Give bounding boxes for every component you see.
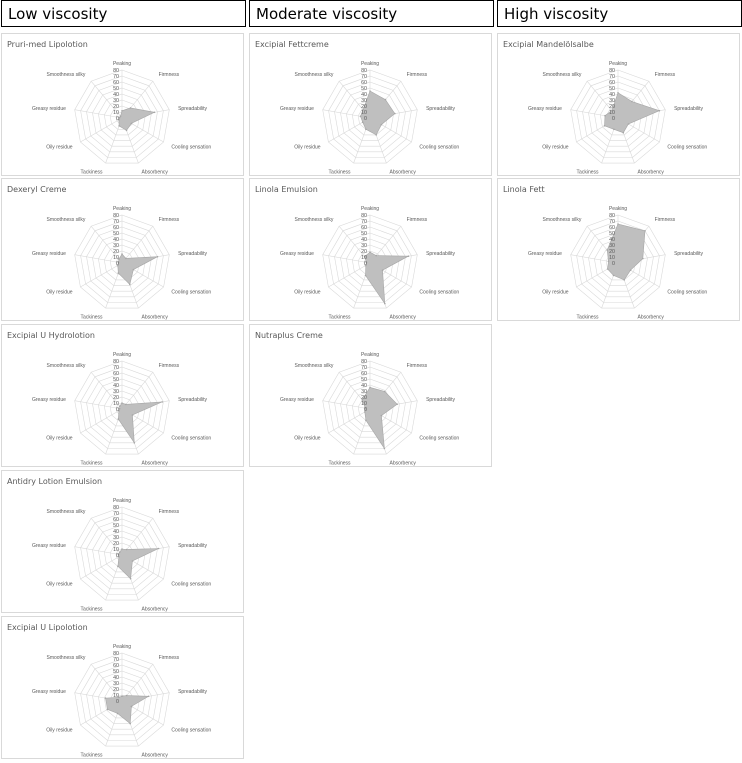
axis-label: Peaking [360, 352, 380, 358]
data-point [131, 123, 133, 125]
data-area [362, 387, 397, 448]
tick-label: 50 [113, 376, 119, 383]
data-point [606, 249, 608, 251]
axis-label: Cooling sensation [667, 289, 708, 296]
tick-label: 60 [113, 370, 119, 377]
axis-label: Tackiness [80, 460, 103, 467]
data-point [630, 269, 632, 271]
tick-label: 10 [113, 254, 119, 261]
data-point [382, 269, 384, 271]
axis-label: Cooling sensation [419, 289, 460, 296]
tick-label: 20 [113, 103, 119, 110]
data-point [133, 269, 135, 271]
axis-label: Oily residue [294, 435, 321, 442]
data-point [369, 90, 371, 92]
tick-label: 50 [361, 376, 367, 383]
tick-label: 80 [361, 67, 367, 74]
axis-label: Cooling sensation [171, 144, 212, 151]
data-area [118, 549, 159, 579]
data-point [148, 696, 150, 698]
axis-label: Absorbency [141, 169, 168, 176]
tick-label: 40 [609, 91, 615, 98]
chart-panel [249, 324, 492, 467]
tick-label: 70 [609, 73, 615, 80]
data-point [129, 723, 131, 725]
tick-label: 60 [361, 370, 367, 377]
axis-label: Spreadability [426, 105, 456, 112]
data-point [132, 414, 134, 416]
tick-label: 60 [609, 79, 615, 86]
chart-panel [497, 33, 740, 176]
axis-label: Absorbency [141, 606, 168, 613]
radar-chart [498, 179, 739, 320]
chart-panel [249, 178, 492, 321]
radar-chart [250, 34, 491, 175]
data-point [117, 713, 119, 715]
chart-panel [1, 616, 244, 759]
axis-label: Tackiness [80, 752, 103, 759]
data-point [642, 258, 644, 260]
axis-label: Firmness [158, 509, 180, 516]
chart-panel [1, 33, 244, 176]
radar-chart [250, 325, 491, 466]
axis-label: Tackiness [328, 314, 351, 321]
tick-label: 60 [113, 516, 119, 523]
axis-label: Peaking [112, 61, 132, 67]
axis-label: Tackiness [80, 314, 103, 321]
data-point [121, 695, 123, 697]
tick-label: 70 [609, 218, 615, 225]
axis-label: Spreadability [178, 542, 208, 549]
axis-label: Oily residue [46, 581, 73, 588]
axis-label: Peaking [608, 206, 628, 212]
data-point [126, 130, 128, 132]
tick-label: 20 [361, 394, 367, 401]
data-point [384, 448, 386, 450]
tick-label: 80 [113, 358, 119, 365]
tick-label: 50 [113, 522, 119, 529]
axis-label: Greasy residue [527, 105, 562, 112]
axis-label: Absorbency [141, 314, 168, 321]
data-point [118, 418, 120, 420]
data-point [161, 401, 163, 403]
axis-label: Firmness [406, 72, 428, 79]
data-point [384, 303, 386, 305]
data-point [369, 251, 371, 253]
tick-label: 30 [361, 242, 367, 249]
data-point [607, 268, 609, 270]
chart-title: Excipial U Lipolotion [7, 623, 88, 632]
axis-label: Absorbency [141, 460, 168, 467]
tick-label: 80 [113, 212, 119, 219]
tick-label: 30 [113, 97, 119, 104]
axis-label: Smoothness silky [46, 509, 86, 516]
chart-title: Excipial U Hydrolotion [7, 331, 95, 340]
tick-label: 40 [113, 674, 119, 681]
data-point [121, 402, 123, 404]
tick-label: 40 [361, 382, 367, 389]
axis-label: Greasy residue [31, 396, 66, 403]
data-point [617, 92, 619, 94]
tick-label: 0 [116, 406, 119, 413]
tick-label: 30 [113, 534, 119, 541]
tick-label: 70 [113, 218, 119, 225]
chart-title: Dexeryl Creme [7, 185, 67, 194]
axis-label: Smoothness silky [46, 363, 86, 370]
tick-label: 10 [113, 546, 119, 553]
axis-label: Absorbency [389, 169, 416, 176]
tick-label: 70 [113, 73, 119, 80]
axis-label: Firmness [158, 363, 180, 370]
axis-label: Smoothness silky [294, 72, 334, 79]
tick-label: 20 [113, 394, 119, 401]
data-point [604, 125, 606, 127]
axis-label: Firmness [158, 72, 180, 79]
tick-label: 60 [113, 662, 119, 669]
tick-label: 40 [113, 91, 119, 98]
tick-label: 0 [364, 406, 367, 413]
tick-label: 80 [361, 212, 367, 219]
tick-label: 80 [609, 212, 615, 219]
data-point [365, 129, 367, 131]
tick-label: 50 [609, 230, 615, 237]
tick-label: 10 [113, 109, 119, 116]
axis-label: Greasy residue [279, 396, 314, 403]
axis-label: Greasy residue [31, 250, 66, 257]
radar-chart [2, 617, 243, 758]
tick-label: 70 [361, 364, 367, 371]
tick-label: 10 [113, 692, 119, 699]
header-low-viscosity: Low viscosity [1, 0, 246, 27]
axis-label: Oily residue [294, 289, 321, 296]
axis-label: Spreadability [426, 250, 456, 257]
tick-label: 60 [361, 224, 367, 231]
axis-label: Cooling sensation [419, 144, 460, 151]
data-point [105, 697, 107, 699]
axis-label: Absorbency [637, 169, 664, 176]
axis-label: Spreadability [178, 688, 208, 695]
chart-title: Antidry Lotion Emulsion [7, 477, 103, 486]
chart-title: Linola Fett [503, 185, 545, 194]
axis-label: Cooling sensation [171, 289, 212, 296]
axis-label: Oily residue [46, 727, 73, 734]
chart-title: Linola Emulsion [255, 185, 318, 194]
axis-label: Absorbency [637, 314, 664, 321]
data-point [130, 578, 132, 580]
axis-label: Peaking [112, 206, 132, 212]
data-point [119, 551, 121, 553]
tick-label: 80 [361, 358, 367, 365]
chart-title: Excipial Fettcreme [255, 40, 329, 49]
radar-chart [2, 34, 243, 175]
tick-label: 0 [364, 115, 367, 122]
tick-label: 30 [113, 242, 119, 249]
axis-label: Firmness [158, 655, 180, 662]
data-point [154, 112, 156, 114]
data-area [118, 402, 162, 443]
tick-label: 0 [116, 698, 119, 705]
tick-label: 80 [609, 67, 615, 74]
tick-label: 50 [113, 668, 119, 675]
axis-label: Firmness [406, 363, 428, 370]
axis-label: Smoothness silky [542, 217, 582, 224]
data-point [130, 107, 132, 109]
data-point [375, 255, 377, 257]
axis-label: Tackiness [576, 314, 599, 321]
axis-label: Tackiness [328, 460, 351, 467]
tick-label: 20 [113, 686, 119, 693]
data-point [659, 110, 661, 112]
tick-label: 40 [113, 528, 119, 535]
axis-label: Greasy residue [279, 250, 314, 257]
tick-label: 30 [361, 97, 367, 104]
axis-label: Cooling sensation [171, 435, 212, 442]
axis-label: Smoothness silky [46, 655, 86, 662]
tick-label: 0 [116, 260, 119, 267]
tick-label: 0 [116, 115, 119, 122]
tick-label: 10 [361, 109, 367, 116]
tick-label: 20 [609, 103, 615, 110]
axis-label: Peaking [112, 498, 132, 504]
chart-panel [249, 33, 492, 176]
data-point [118, 272, 120, 274]
tick-label: 60 [113, 79, 119, 86]
axis-label: Spreadability [426, 396, 456, 403]
data-point [369, 387, 371, 389]
data-point [631, 101, 633, 103]
data-point [132, 560, 134, 562]
tick-label: 10 [609, 109, 615, 116]
tick-label: 10 [609, 254, 615, 261]
axis-label: Cooling sensation [667, 144, 708, 151]
data-point [644, 230, 646, 232]
tick-label: 30 [361, 388, 367, 395]
data-point [129, 284, 131, 286]
tick-label: 50 [113, 85, 119, 92]
data-point [120, 115, 122, 117]
radar-chart [2, 471, 243, 612]
axis-label: Peaking [608, 61, 628, 67]
chart-panel [1, 470, 244, 613]
tick-label: 70 [361, 73, 367, 80]
data-area [106, 696, 149, 724]
data-point [117, 566, 119, 568]
tick-label: 60 [113, 224, 119, 231]
data-point [381, 415, 383, 417]
header-high-viscosity: High viscosity [497, 0, 742, 27]
data-point [107, 709, 109, 711]
axis-label: Tackiness [576, 169, 599, 176]
axis-label: Oily residue [542, 289, 569, 296]
axis-label: Peaking [360, 206, 380, 212]
tick-label: 0 [612, 115, 615, 122]
chart-panel [1, 178, 244, 321]
tick-label: 80 [113, 650, 119, 657]
axis-label: Tackiness [80, 169, 103, 176]
data-point [121, 548, 123, 550]
data-point [604, 115, 606, 117]
tick-label: 30 [113, 388, 119, 395]
axis-label: Oily residue [46, 144, 73, 151]
data-point [126, 549, 128, 551]
axis-label: Smoothness silky [46, 217, 86, 224]
axis-label: Greasy residue [527, 250, 562, 257]
tick-label: 0 [364, 260, 367, 267]
axis-label: Cooling sensation [171, 581, 212, 588]
data-point [125, 258, 127, 260]
axis-label: Absorbency [389, 314, 416, 321]
axis-label: Greasy residue [279, 105, 314, 112]
axis-label: Firmness [654, 72, 676, 79]
data-point [365, 275, 367, 277]
data-point [119, 405, 121, 407]
axis-label: Greasy residue [31, 688, 66, 695]
data-point [158, 548, 160, 550]
data-point [623, 279, 625, 281]
radar-chart [498, 34, 739, 175]
data-point [385, 99, 387, 101]
tick-label: 20 [361, 103, 367, 110]
tick-label: 70 [113, 656, 119, 663]
axis-label: Firmness [158, 217, 180, 224]
axis-label: Oily residue [46, 435, 73, 442]
tick-label: 40 [113, 382, 119, 389]
tick-label: 70 [361, 218, 367, 225]
tick-label: 20 [113, 540, 119, 547]
axis-label: Tackiness [80, 606, 103, 613]
radar-chart [2, 325, 243, 466]
data-point [617, 223, 619, 225]
chart-title: Nutraplus Creme [255, 331, 323, 340]
tick-label: 10 [361, 254, 367, 261]
axis-label: Firmness [654, 217, 676, 224]
header-moderate-viscosity: Moderate viscosity [249, 0, 494, 27]
axis-label: Smoothness silky [542, 72, 582, 79]
chart-title: Excipial Mandelölsalbe [503, 40, 594, 49]
tick-label: 50 [361, 230, 367, 237]
axis-label: Cooling sensation [171, 727, 212, 734]
axis-label: Spreadability [178, 396, 208, 403]
tick-label: 40 [361, 236, 367, 243]
tick-label: 0 [612, 260, 615, 267]
tick-label: 20 [113, 248, 119, 255]
axis-label: Absorbency [141, 752, 168, 759]
tick-label: 30 [609, 97, 615, 104]
tick-label: 70 [113, 364, 119, 371]
data-point [613, 275, 615, 277]
tick-label: 50 [113, 230, 119, 237]
tick-label: 70 [113, 510, 119, 517]
tick-label: 50 [361, 85, 367, 92]
axis-label: Oily residue [46, 289, 73, 296]
data-point [125, 404, 127, 406]
tick-label: 80 [113, 67, 119, 74]
axis-label: Spreadability [178, 105, 208, 112]
chart-title: Pruri-med Lipolotion [7, 40, 88, 49]
data-point [623, 132, 625, 134]
axis-label: Spreadability [674, 105, 704, 112]
tick-label: 60 [609, 224, 615, 231]
axis-label: Spreadability [674, 250, 704, 257]
tick-label: 10 [361, 400, 367, 407]
tick-label: 20 [609, 248, 615, 255]
tick-label: 10 [113, 400, 119, 407]
data-point [613, 129, 615, 131]
axis-label: Firmness [406, 217, 428, 224]
data-point [628, 123, 630, 125]
axis-label: Smoothness silky [294, 363, 334, 370]
data-point [408, 255, 410, 257]
tick-label: 80 [113, 504, 119, 511]
axis-label: Peaking [112, 644, 132, 650]
axis-label: Absorbency [389, 460, 416, 467]
data-point [157, 256, 159, 258]
axis-label: Cooling sensation [419, 435, 460, 442]
axis-label: Greasy residue [31, 542, 66, 549]
data-point [396, 403, 398, 405]
tick-label: 50 [609, 85, 615, 92]
axis-label: Smoothness silky [46, 72, 86, 79]
axis-label: Oily residue [294, 144, 321, 151]
axis-label: Spreadability [178, 250, 208, 257]
tick-label: 60 [361, 79, 367, 86]
radar-chart [2, 179, 243, 320]
tick-label: 40 [113, 236, 119, 243]
data-point [384, 391, 386, 393]
data-point [126, 695, 128, 697]
data-point [118, 125, 120, 127]
axis-label: Peaking [112, 352, 132, 358]
chart-panel [1, 324, 244, 467]
axis-label: Smoothness silky [294, 217, 334, 224]
data-point [134, 442, 136, 444]
tick-label: 0 [116, 552, 119, 559]
tick-label: 40 [361, 91, 367, 98]
tick-label: 30 [113, 680, 119, 687]
data-point [375, 134, 377, 136]
data-point [365, 420, 367, 422]
data-point [394, 113, 396, 115]
axis-label: Tackiness [328, 169, 351, 176]
data-point [131, 706, 133, 708]
data-point [119, 408, 121, 410]
axis-label: Oily residue [542, 144, 569, 151]
axis-label: Greasy residue [31, 105, 66, 112]
data-point [119, 117, 121, 119]
tick-label: 20 [361, 248, 367, 255]
axis-label: Peaking [360, 61, 380, 67]
chart-panel [497, 178, 740, 321]
data-point [121, 110, 123, 112]
data-point [381, 124, 383, 126]
tick-label: 40 [609, 236, 615, 243]
data-point [121, 253, 123, 255]
radar-chart [250, 179, 491, 320]
tick-label: 30 [609, 242, 615, 249]
